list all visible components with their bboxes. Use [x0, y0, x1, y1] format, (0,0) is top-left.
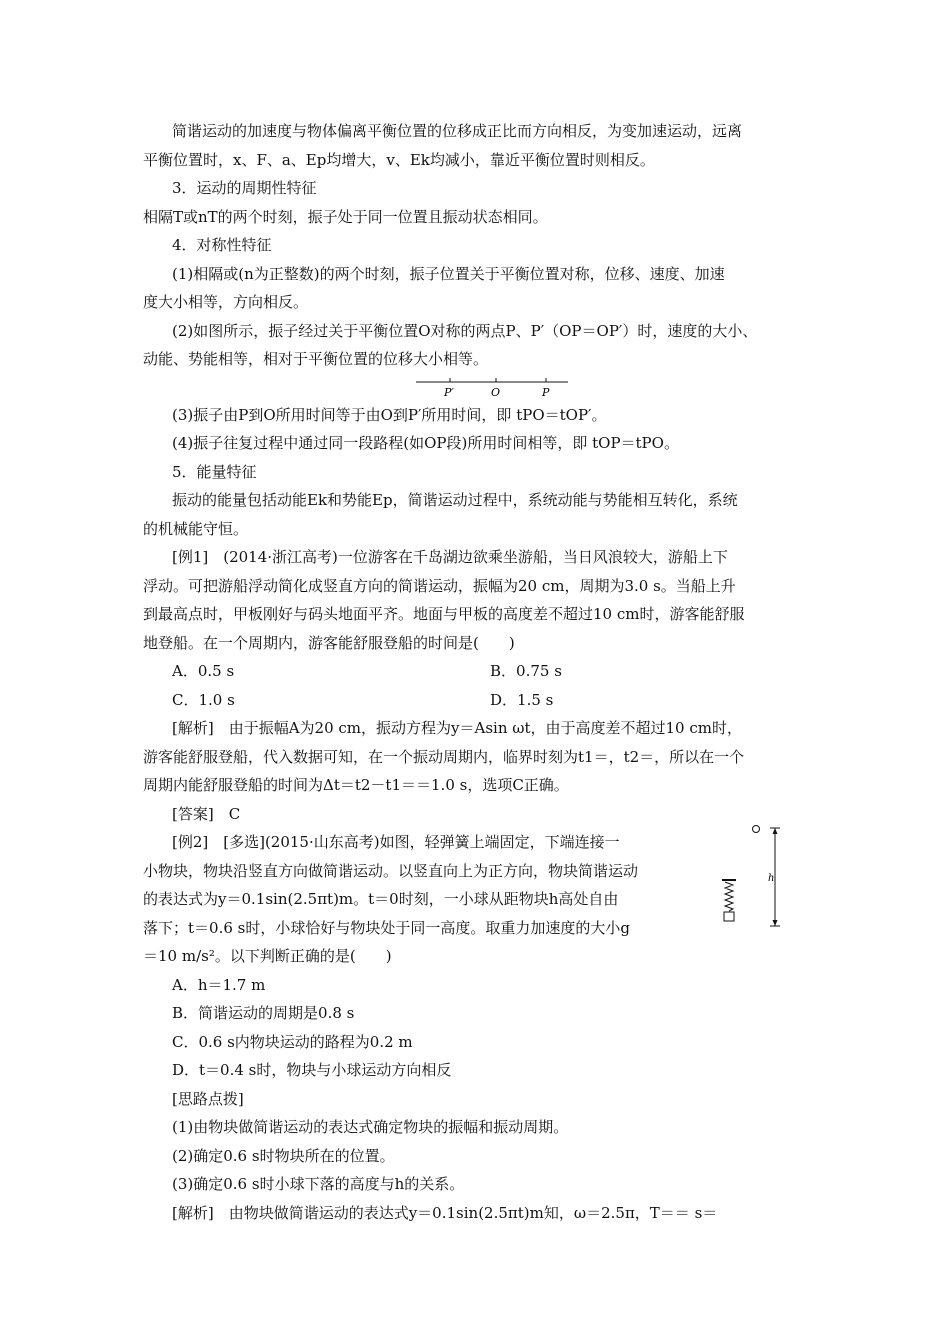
example-line: 到最高点时，甲板刚好与码头地面平齐。地面与甲板的高度差不超过10 cm时，游客能舒服 — [143, 605, 745, 623]
example-line: 的表达式为y＝0.1sin(2.5πt)m。t＝0时刻，一小球从距物块h高处自由 — [143, 890, 619, 908]
example-line: [例1] (2014·浙江高考)一位游客在千岛湖边欲乘坐游船，当日风浪较大，游船上下 — [172, 548, 728, 566]
point-label-p-prime: P′ — [444, 386, 454, 399]
analysis-line: [解析] 由物块做简谐运动的表达式y＝0.1sin(2.5πt)m知，ω＝2.5π，T＝＝ s＝ — [172, 1204, 718, 1222]
arrow-head-down — [773, 920, 778, 926]
section-heading: 4．对称性特征 — [172, 236, 272, 254]
analysis-line: [解析] 由于振幅A为20 cm，振动方程为y＝Asin ωt，由于高度差不超过10 cm时， — [172, 719, 742, 737]
option-c: C．0.6 s内物块运动的路程为0.2 m — [172, 1033, 413, 1051]
option-a: A．h＝1.7 m — [172, 976, 266, 994]
block-icon — [724, 912, 734, 921]
text-line: 简谐运动的加速度与物体偏离平衡位置的位移成正比而方向相反，为变加速运动，远离 — [172, 122, 743, 140]
hint-line: (2)确定0.6 s时物块所在的位置。 — [172, 1147, 395, 1165]
example-line: 小物块，物块沿竖直方向做简谐运动。以竖直向上为正方向，物块简谐运动 — [143, 862, 639, 880]
option-d: D．1.5 s — [490, 691, 554, 709]
spring-icon — [722, 880, 736, 911]
hint-heading: [思路点拨] — [172, 1090, 244, 1108]
section-heading: 3．运动的周期性特征 — [172, 179, 317, 197]
text-line: (2)如图所示，振子经过关于平衡位置O对称的两点P、P′（OP＝OP′）时，速度的大小、 — [172, 322, 758, 340]
example-line: 落下；t＝0.6 s时，小球恰好与物块处于同一高度。取重力加速度的大小g — [143, 919, 630, 937]
text-line: 相隔T或nT的两个时刻，振子处于同一位置且振动状态相同。 — [143, 208, 548, 226]
point-label-o: O — [491, 386, 501, 399]
spring-ball-figure — [718, 820, 798, 932]
option-b: B．简谐运动的周期是0.8 s — [172, 1004, 355, 1022]
analysis-line: 周期内能舒服登船的时间为Δt＝t2－t1＝＝1.0 s，选项C正确。 — [143, 776, 569, 794]
text-line: 动能、势能相等，相对于平衡位置的位移大小相等。 — [143, 350, 489, 368]
analysis-line: 游客能舒服登船，代入数据可知，在一个振动周期内，临界时刻为t1＝，t2＝，所以在一个 — [143, 748, 745, 766]
option-a: A．0.5 s — [172, 662, 235, 680]
ball-icon — [753, 826, 760, 833]
example-line: ＝10 m/s²。以下判断正确的是( ) — [143, 947, 392, 965]
section-heading: 5．能量特征 — [172, 463, 257, 481]
text-line: 度大小相等，方向相反。 — [143, 293, 309, 311]
symmetry-figure — [410, 372, 580, 402]
arrow-head-up — [773, 828, 778, 834]
hint-line: (1)由物块做简谐运动的表达式确定物块的振幅和振动周期。 — [172, 1118, 569, 1136]
text-line: 的机械能守恒。 — [143, 520, 249, 538]
example-line: 地登船。在一个周期内，游客能舒服登船的时间是( ) — [143, 634, 515, 652]
example-line: [例2] [多选](2015·山东高考)如图，轻弹簧上端固定，下端连接一 — [172, 833, 620, 851]
point-label-p: P — [542, 386, 550, 399]
option-d: D．t＝0.4 s时，物块与小球运动方向相反 — [172, 1061, 452, 1079]
text-line: (3)振子由P到O所用时间等于由O到P′所用时间，即 tPO＝tOP′。 — [172, 406, 607, 424]
height-label: h — [768, 873, 775, 884]
text-line: 平衡位置时，x、F、a、Ep均增大，v、Ek均减小，靠近平衡位置时则相反。 — [143, 151, 655, 169]
text-line: (4)振子往复过程中通过同一段路程(如OP段)所用时间相等，即 tOP＝tPO。 — [172, 434, 679, 452]
example-line: 浮动。可把游船浮动简化成竖直方向的简谐运动，振幅为20 cm，周期为3.0 s。当船上升 — [143, 577, 736, 595]
text-line: 振动的能量包括动能Ek和势能Ep，简谐运动过程中，系统动能与势能相互转化，系统 — [172, 491, 738, 509]
hint-line: (3)确定0.6 s时小球下落的高度与h的关系。 — [172, 1175, 465, 1193]
text-line: (1)相隔或(n为正整数)的两个时刻，振子位置关于平衡位置对称，位移、速度、加速 — [172, 265, 725, 283]
answer-line: [答案] C — [172, 805, 241, 823]
option-b: B．0.75 s — [490, 662, 562, 680]
option-c: C．1.0 s — [172, 691, 235, 709]
